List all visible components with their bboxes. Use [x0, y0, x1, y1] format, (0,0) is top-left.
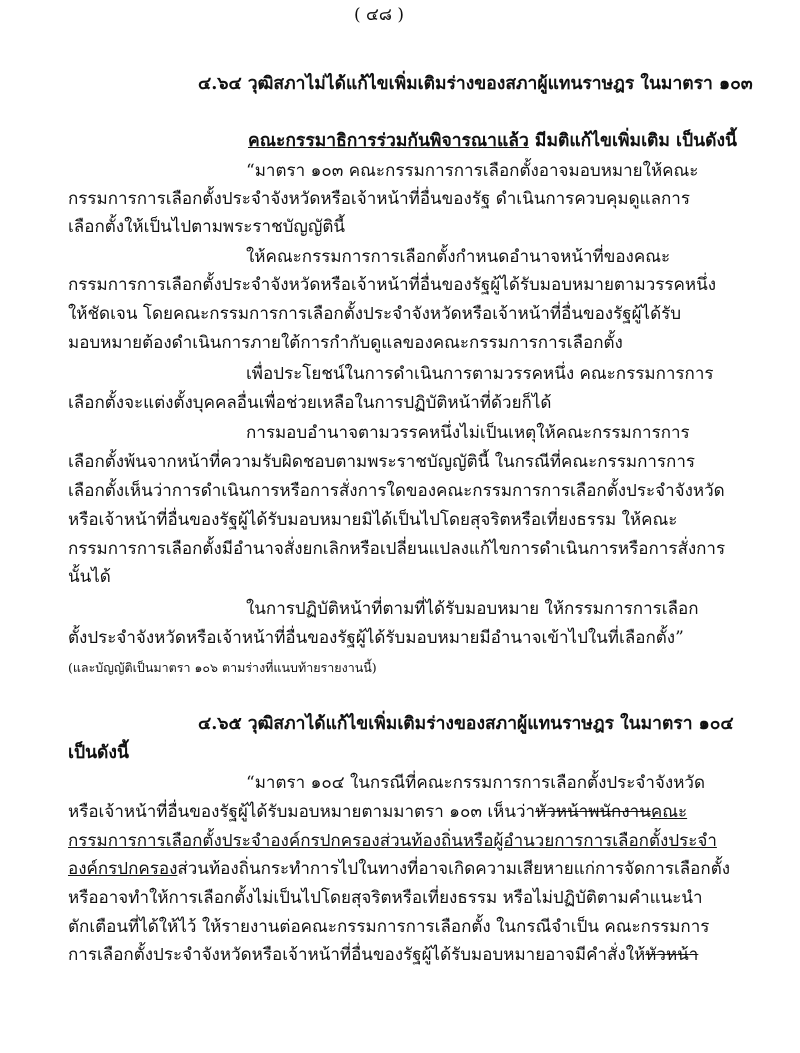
committee-result: มีมติแก้ไขเพิ่มเติม เป็นดังนี้	[528, 131, 737, 151]
para-line: เลือกตั้งเห็นว่าการดำเนินการหรือการสั่งการใดของคณะกรรมการการเลือกตั้งประจำจังหวัด	[68, 481, 725, 501]
section-4-65-heading: ๔.๖๕ วุฒิสภาได้แก้ไขเพิ่มเติมร่างของสภาผู้แทนราษฎร ในมาตรา ๑๐๔	[198, 714, 734, 734]
inserted-text: คณะ	[650, 802, 688, 822]
para-line	[68, 801, 687, 823]
para-line: การมอบอำนาจตามวรรคหนึ่งไม่เป็นเหตุให้คณะกรรมการการ	[246, 423, 690, 443]
inserted-text: องค์กรปกครอง	[68, 859, 178, 879]
para-line: กรรมการการเลือกตั้งมีอำนาจสั่งยกเลิกหรือเปลี่ยนแปลงแก้ไขการดำเนินการหรือการสั่งการ	[68, 539, 726, 559]
para-line: หรือเจ้าหน้าที่อื่นของรัฐผู้ได้รับมอบหมายมิได้เป็นไปโดยสุจริตหรือเที่ยงธรรม ให้คณะ	[68, 510, 678, 530]
page-number: ( ๔๘ )	[354, 5, 405, 25]
para-line: เพื่อประโยชน์ในการดำเนินการตามวรรคหนึ่ง คณะกรรมการการ	[246, 364, 714, 384]
para-line	[68, 858, 730, 880]
text-run: การเลือกตั้งประจำจังหวัดหรือเจ้าหน้าที่อื่นของรัฐผู้ได้รับมอบหมายอาจมีคำสั่งให้	[68, 945, 646, 965]
para-line: ตั้งประจำจังหวัดหรือเจ้าหน้าที่อื่นของรัฐผู้ได้รับมอบหมายมีอำนาจเข้าไปในที่เลือกตั้ง”	[68, 628, 684, 648]
deleted-text: หัวหน้า	[645, 945, 699, 965]
para-line: มอบหมายต้องดำเนินการภายใต้การกำกับดูแลของคณะกรรมการการเลือกตั้ง	[68, 333, 623, 353]
para-line: เลือกตั้งจะแต่งตั้งบุคคลอื่นเพื่อช่วยเหลือในการปฏิบัติหน้าที่ด้วยก็ได้	[68, 393, 552, 413]
section-4-64-heading: ๔.๖๔ วุฒิสภาไม่ได้แก้ไขเพิ่มเติมร่างของสภาผู้แทนราษฎร ในมาตรา ๑๐๓	[198, 74, 753, 94]
section-4-65-heading-cont: เป็นดังนี้	[68, 743, 129, 763]
renumber-note: (และบัญญัติเป็นมาตรา ๑๐๖ ตามร่างที่แนบท้ายรายงานนี้)	[68, 660, 377, 675]
para-line	[68, 944, 698, 966]
text-run: ส่วนท้องถิ่นกระทำการไปในทางที่อาจเกิดความเสียหายแก่การจัดการเลือกตั้ง	[177, 859, 731, 879]
para-line: ตักเตือนที่ได้ให้ไว้ ให้รายงานต่อคณะกรรมการการเลือกตั้ง ในกรณีจำเป็น คณะกรรมการ	[68, 917, 710, 937]
para-line: ให้ชัดเจน โดยคณะกรรมการการเลือกตั้งประจำจังหวัดหรือเจ้าหน้าที่อื่นของรัฐผู้ได้รับ	[68, 304, 682, 324]
committee-resolution	[248, 130, 737, 152]
para-line: กรรมการการเลือกตั้งประจำองค์กรปกครองส่วนท้องถิ่นหรือผู้อำนวยการการเลือกตั้งประจำ	[68, 831, 717, 851]
text-run: หรือเจ้าหน้าที่อื่นของรัฐผู้ได้รับมอบหมายตามมาตรา ๑๐๓ เห็นว่า	[68, 802, 536, 822]
para-line: กรรมการการเลือกตั้งประจำจังหวัดหรือเจ้าหน้าที่อื่นของรัฐ ดำเนินการควบคุมดูแลการ	[68, 189, 690, 209]
committee-label: คณะกรรมาธิการร่วมกันพิจารณาแล้ว	[248, 131, 529, 151]
deleted-text: หัวหน้าพนักงาน	[535, 802, 651, 822]
para-line: “มาตรา ๑๐๓ คณะกรรมการการเลือกตั้งอาจมอบหมายให้คณะ	[246, 161, 699, 181]
para-line: ในการปฏิบัติหน้าที่ตามที่ได้รับมอบหมาย ให้กรรมการการเลือก	[246, 599, 699, 619]
para-line: นั้นได้	[68, 567, 111, 587]
para-line: กรรมการการเลือกตั้งประจำจังหวัดหรือเจ้าหน้าที่อื่นของรัฐผู้ได้รับมอบหมายตามวรรคหนึ่ง	[68, 275, 717, 295]
para-line: หรืออาจทำให้การเลือกตั้งไม่เป็นไปโดยสุจริตหรือเที่ยงธรรม หรือไม่ปฏิบัติตามคำแนะนำ	[68, 888, 703, 908]
para-line: ให้คณะกรรมการการเลือกตั้งกำหนดอำนาจหน้าที่ของคณะ	[246, 247, 671, 267]
para-line: เลือกตั้งพ้นจากหน้าที่ความรับผิดชอบตามพระราชบัญญัตินี้ ในกรณีที่คณะกรรมการการ	[68, 452, 696, 472]
para-line: “มาตรา ๑๐๔ ในกรณีที่คณะกรรมการการเลือกตั้งประจำจังหวัด	[246, 773, 705, 793]
para-line: เลือกตั้งให้เป็นไปตามพระราชบัญญัตินี้	[68, 217, 346, 237]
